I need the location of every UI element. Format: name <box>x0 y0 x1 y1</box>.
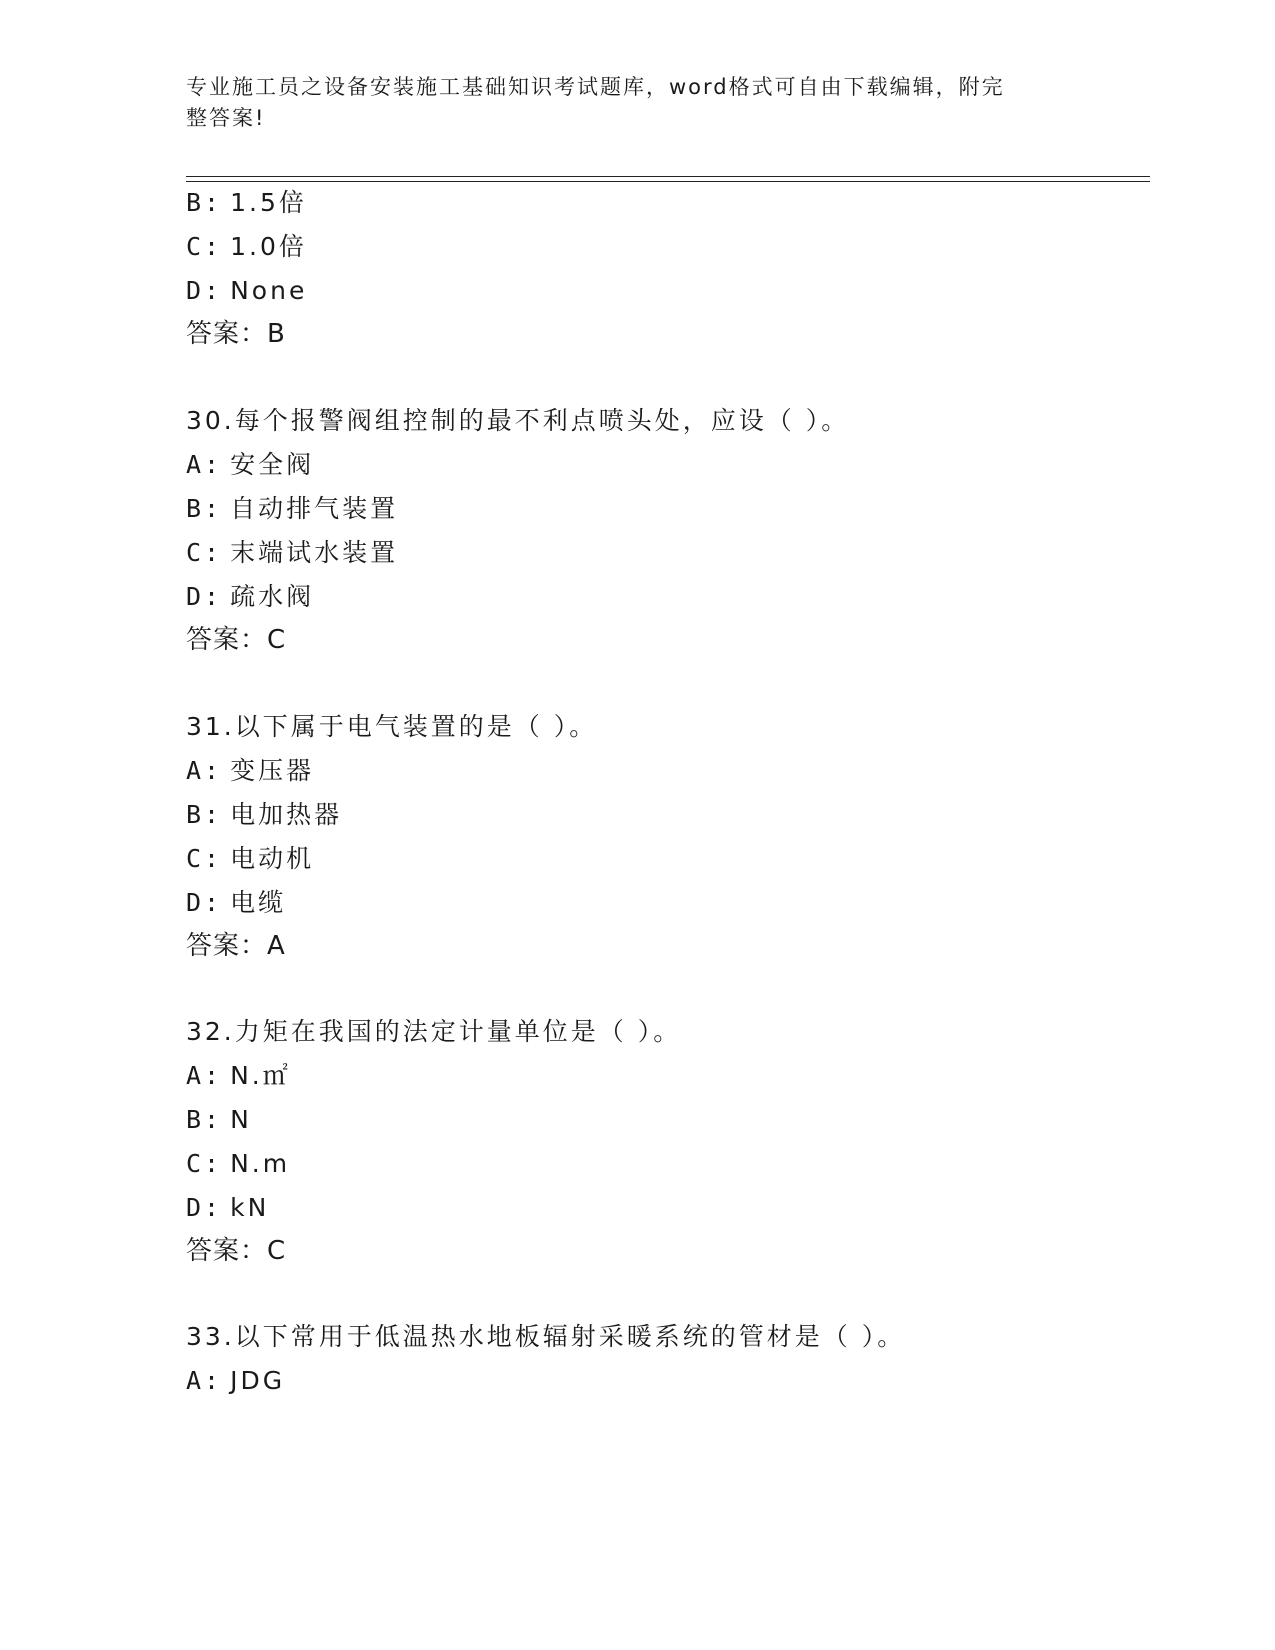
q32-option-c: C: N.m <box>186 1149 291 1178</box>
q32-stem: 32.力矩在我国的法定计量单位是（ ）。 <box>186 1017 682 1046</box>
q31-answer: 答案：A <box>186 931 286 961</box>
q32-answer: 答案：C <box>186 1236 287 1266</box>
q31-stem: 31.以下属于电气装置的是（ ）。 <box>186 712 598 741</box>
header-title-line-2: 整答案! <box>186 106 266 130</box>
q30-option-b: B: 自动排气装置 <box>186 494 399 523</box>
q30-option-d: D: 疏水阀 <box>186 582 315 611</box>
q32-option-a: A: N.㎡ <box>186 1061 291 1090</box>
q30-answer: 答案：C <box>186 625 287 655</box>
q30-option-a: A: 安全阀 <box>186 450 315 479</box>
prev-option-c: C: 1.0倍 <box>186 232 307 261</box>
prev-option-d: D: None <box>186 276 308 305</box>
q31-option-a: A: 变压器 <box>186 756 315 785</box>
q31-option-b: B: 电加热器 <box>186 800 343 829</box>
q30-stem: 30.每个报警阀组控制的最不利点喷头处，应设（ ）。 <box>186 406 850 435</box>
q32-option-d: D: kN <box>186 1193 270 1222</box>
header-divider-bottom <box>186 181 1150 182</box>
prev-option-b: B: 1.5倍 <box>186 188 307 217</box>
q31-option-c: C: 电动机 <box>186 844 315 873</box>
q30-option-c: C: 末端试水装置 <box>186 538 399 567</box>
header-divider-top <box>186 176 1150 177</box>
q33-option-a: A: JDG <box>186 1366 286 1395</box>
q33-stem: 33.以下常用于低温热水地板辐射采暖系统的管材是（ ）。 <box>186 1322 906 1351</box>
prev-answer: 答案：B <box>186 319 286 349</box>
q31-option-d: D: 电缆 <box>186 888 287 917</box>
document-header <box>186 72 1066 134</box>
q32-option-b: B: N <box>186 1105 252 1134</box>
header-title-line-1: 专业施工员之设备安装施工基础知识考试题库，word格式可自由下载编辑，附完 <box>186 75 1005 99</box>
